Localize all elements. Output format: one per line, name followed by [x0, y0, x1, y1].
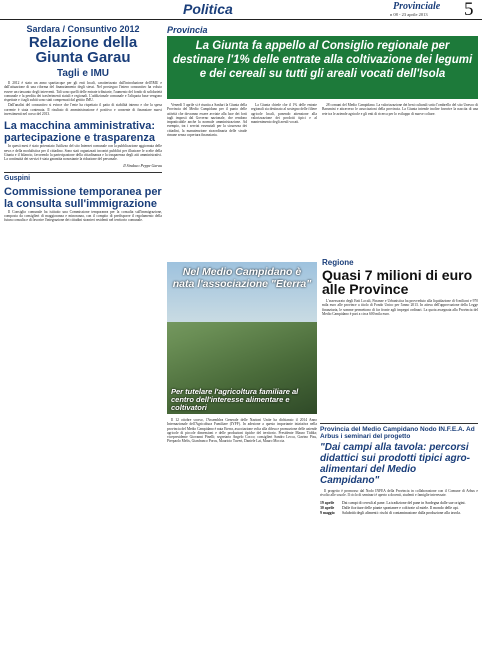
article-kicker: Sardara / Consuntivo 2012 [26, 24, 140, 34]
article-body [4, 144, 162, 161]
schedule-text: Dalle fioriture delle piante spontanee e coltivate al miele. Il mondo delle api. [342, 506, 459, 510]
schedule-date: 19 aprile [320, 500, 335, 505]
article-title: Relazione della Giunta Garau [28, 34, 138, 66]
lead-body-col-a [167, 103, 247, 138]
lead-body-col-c [322, 103, 478, 117]
page-header [0, 0, 482, 20]
lead-body-col-b [251, 103, 317, 125]
page-number: 5 [464, 0, 474, 20]
article-body [4, 210, 162, 223]
article-kicker: Regione [322, 258, 354, 267]
article-body [4, 81, 162, 116]
article-body [320, 489, 478, 498]
paragraph: Il Consiglio comunale ha istituito una Commissione temporanea per la consulta sull'immigrazione, composta da consiglieri di maggioranza e minoranza, con il compito di predisporre il regolamento della futura consulta e di favorire l'integrazione dei cittadini stranieri residenti nel territorio comunale. [4, 209, 162, 223]
seminar-schedule [320, 501, 478, 516]
article-title: Quasi 7 milioni di euro alle Province [322, 267, 473, 297]
article-body [322, 299, 478, 316]
paragraph: Venerdì 5 aprile si è riunita a Sanluri la Giunta della Provincia del Medio Campidano per il punto delle attività che dovranno essere avviate alla luce dei forti tagli imposti dal Governo nazionale, che rendono impraticabile anche la normale amministrazione. Ad esempio, tra i servizi essenziali per la sicurezza dei cittadini, la manutenzione straordinaria delle strade rimane senza copertura finanziaria. [167, 103, 247, 138]
schedule-date: 9 maggio [320, 511, 335, 516]
paragraph: La Giunta chiede che il 1% delle entrate regionali sia destinato al sostegno delle filiere agricole locali, ponendo attenzione alla valorizzazione dei prodotti tipici e al mantenimento degli areali vocati. [251, 103, 317, 125]
paragraph: L'assessorato degli Enti Locali, Finanze e Urbanistica ha provveduto alla liquidazione di 6 milioni e 970 mila euro alle province a titolo di Fondo Unico per l'anno 2013. In attesa dell'approvazione della Legge finanziaria, le somme permettono di far fronte agli impegni ordinari. La quota assegnata alla Provincia del Medio Campidano è pari a circa 600 mila euro. [322, 299, 478, 316]
paragraph: Dall'analisi del consuntivo si evince che l'ente ha rispettato il patto di stabilità interno e che la spesa corrente è stata contenuta. Il risultato di amministrazione è positivo e consente di finanziare nuovi investimenti nel corso del 2013. [4, 103, 162, 117]
lead-kicker: Provincia [167, 25, 208, 35]
article-subtitle: Tagli e IMU [56, 68, 110, 79]
paragraph: Il 12 ottobre scorso, l'Assemblea Generale delle Nazioni Unite ha dichiarato il 2014 Anno Internazionale dell'Agricoltura Familiare (IYFF). In adesione a questo importante iniziativa nella provincia del Medio Campidano è nata Eterra, associazione volta alla difesa e promozione delle aziende agricole di piccole dimensioni e delle produzioni tipiche del territorio. Presidente Mauro Tiddia; vicepresidente Giovanni Pinelli; segretario Angelo Cocco; consiglieri Sandro Lecca, Gavino Pisu, Pierpaolo Melis, Gianfranco Porcu, Mauricio Tuveri, Daniele Lai, Mauro Moccia. [167, 418, 317, 444]
paragraph: Il progetto è promosso dal Nodo INFEA della Provincia in collaborazione con il Comune di Arbus e rivolto alle scuole. Il ciclo di seminari è aperto a docenti, studenti e famiglie interessate. [320, 489, 478, 498]
article-title: "Dai campi alla tavola: percorsi didattici sui prodotti tipici agro-alimentari del Medio Campidano" [320, 442, 470, 486]
paragraph: In questi mesi è stato potenziato l'utilizzo del sito Internet comunale con la pubblicazione aggiornata delle news e della modulistica per il cittadino. Sono stati organizzati incontri pubblici per illustrare le scelte della Giunta e il bilancio, favorendo la partecipazione della cittadinanza e la trasparenza degli atti amministrativi. La continuità dei servizi è stata garantita nonostante la riduzione del personale. [4, 144, 162, 162]
photo-headline: Nel Medio Campidano è nata l'associazione "Eterra" [172, 266, 312, 290]
photo-caption: Per tutelare l'agricoltura familiare al centro dell'interesse alimentare e coltivatori [171, 387, 299, 412]
article-kicker: Guspini [4, 172, 162, 182]
section-heading: La macchina amministrativa: partecipazione e trasparenza [4, 120, 156, 145]
lead-headline: La Giunta fa appello al Consiglio regionale per destinare l'1% delle entrate alla coltivazione dei legumi e dei cereali su tutti gli areali vocati dell'Isola [172, 40, 473, 80]
section-title: Politica [183, 1, 233, 17]
infea-article [320, 421, 478, 654]
left-column [4, 24, 162, 654]
schedule-text: Salubrità degli alimenti: rischi di contaminazione dalla produzione alla tavola. [342, 511, 461, 516]
schedule-row [320, 506, 478, 510]
article-kicker: Provincia del Medio Campidano Nodo IN.F.E.A. Ad Arbus i seminari del progetto [320, 426, 475, 440]
schedule-date: 30 aprile [320, 506, 335, 510]
paragraph: Il 2012 è stato un anno spartiacque per gli enti locali, caratterizzato dall'introduzione dell'IMU e dall'attuazione di una riforma del finanziamento degli stessi. Nel prosieguo l'intero consuntivo ha voluto essere un riassunto degli interventi. Tali sono quelli delle entrate tributarie, l'aumento del fondo di solidarietà comunale e la perdita dei trasferimenti statali e regionali. L'addizionale comunale e l'aliquota base vengono rispettate e i tagli subiti sono stati compensati dal gettito IMU. [4, 81, 162, 103]
article-photo [167, 262, 317, 414]
byline: Il Sindaco Peppe Garau [123, 162, 162, 168]
newspaper-logo: Provinciale [393, 1, 441, 12]
lead-headline-banner [167, 36, 478, 99]
divider [320, 423, 478, 424]
section-heading: Commissione temporanea per la consulta sull'immigrazione [4, 185, 162, 210]
schedule-text: Dai campi di cereali al pane. La tradizione del pane in Sardegna dalle sue origini. [342, 500, 466, 505]
schedule-row [320, 511, 478, 515]
paragraph: 28 comuni del Medio Campidano. La valorizzazione dei beni culturali sotto l'ombrello del sito Unesco di Barumini e attraverso le associazioni della provincia. La Giunta intende inoltre favorire la nascita di una rete tra le aziende agricole e gli enti di ricerca per lo sviluppo di nuove colture. [322, 103, 478, 116]
eterra-article-body [167, 418, 317, 654]
schedule-row [320, 501, 478, 505]
regione-article [322, 258, 478, 317]
issue-date: n 08 - 23 aprile 2013 [390, 12, 428, 17]
